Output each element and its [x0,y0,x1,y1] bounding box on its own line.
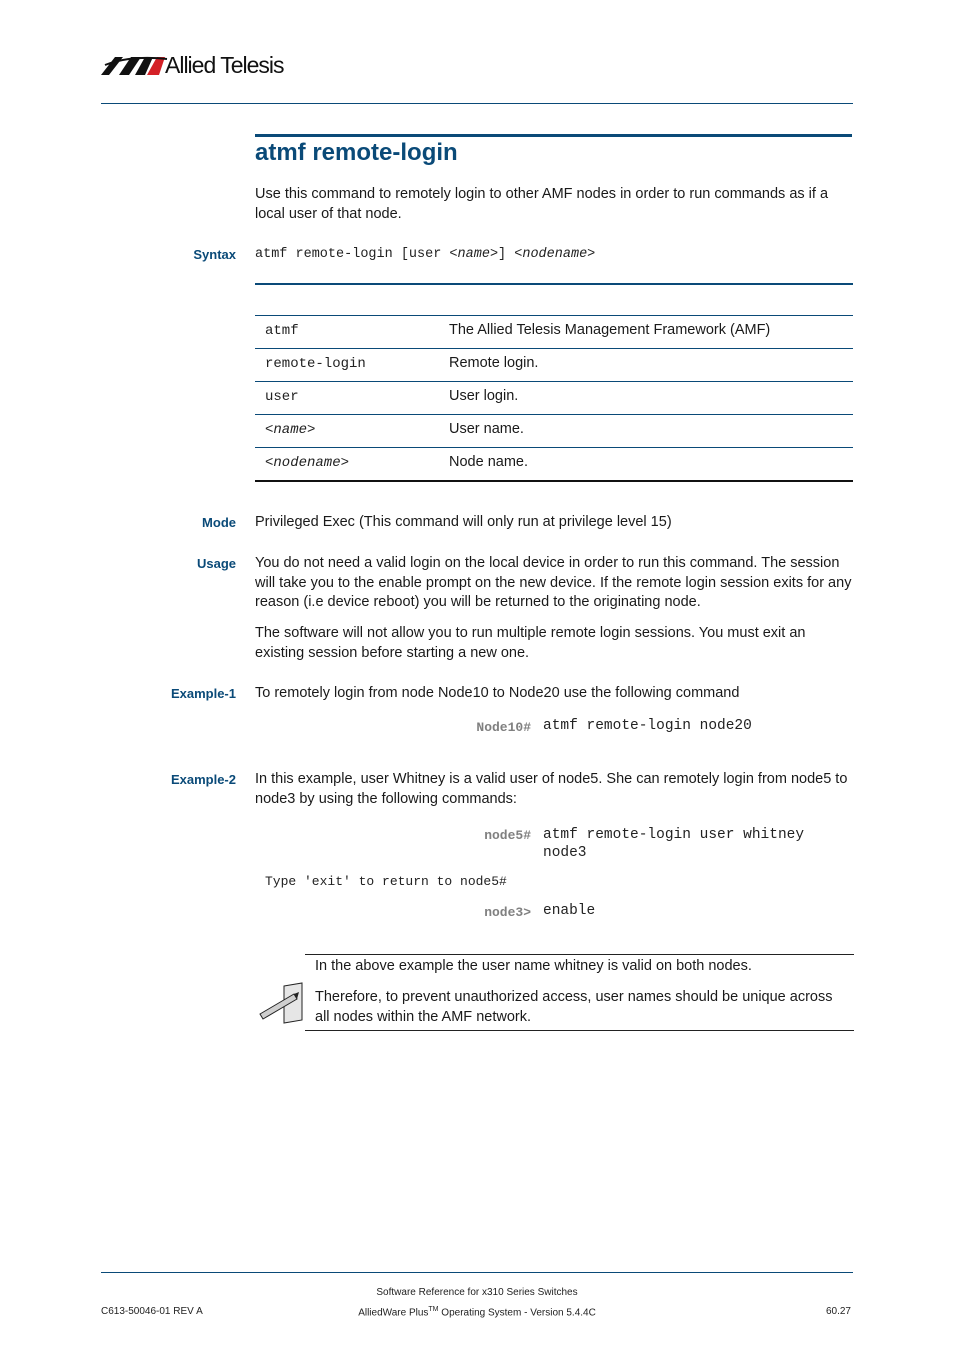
note-paragraph-2: Therefore, to prevent unauthorized access, user names should be unique across all nodes within the AMF network. [315,989,833,1025]
param-name: <nodename> [265,455,350,471]
param-desc: Remote login. [449,355,539,371]
logo-text: Allied Telesis [165,52,284,78]
usage-label: Usage [196,556,236,571]
syntax-label: Syntax [193,247,236,262]
note-icon [258,982,304,1024]
table-row [255,316,853,349]
example-1-text: To remotely login from node Node10 to Node20 use the following command [255,685,740,701]
footer-title-line-2 [310,1306,644,1318]
syntax-part: >] < [489,247,523,262]
note-bottom-rule [305,1030,854,1031]
table-row [255,382,853,415]
note-paragraph-1: In the above example the user name whitney is valid on both nodes. [315,958,752,974]
table-row [255,349,853,382]
command-line: node3 [543,845,587,861]
example-2-command-2: enable [543,903,596,919]
example-2-output: Type 'exit' to return to node5# [265,874,507,889]
example-2-command-1 [543,826,804,862]
example-2-text: In this example, user Whitney is a valid user of node5. She can remotely login from node5 to node3 by using the following commands: [255,771,848,807]
header-rule [101,103,853,104]
command-line: atmf remote-login user whitney [543,827,805,843]
mode-label: Mode [202,515,236,530]
param-desc: User login. [449,388,519,404]
syntax-command [255,247,595,262]
mode-text: Privileged Exec (This command will only run at privilege level 15) [255,514,672,530]
param-name: <name> [265,422,316,438]
example-1-prompt: Node10# [476,720,531,735]
param-desc: Node name. [449,454,528,470]
example-2-prompt-1: node5# [484,828,531,843]
param-name: user [265,389,299,405]
usage-paragraph-2: The software will not allow you to run multiple remote login sessions. You must exit an existing session before starting a new one. [255,625,806,661]
syntax-param-name: name [457,247,490,262]
note-top-rule [305,954,854,955]
logo-mark-icon [101,53,171,79]
syntax-part: > [587,247,596,262]
table-row [255,448,853,482]
table-row [255,415,853,448]
param-name: remote-login [265,356,366,372]
footer-page-number: 60.27 [825,1306,851,1317]
param-desc: User name. [449,421,524,437]
footer-title-line-1: Software Reference for x310 Series Switches [376,1287,578,1298]
table-header-row [255,285,853,316]
syntax-param-nodename: nodename [522,247,588,262]
footer-doc-id: C613-50046-01 REV A [101,1306,203,1317]
example-1-label: Example-1 [170,686,236,701]
footer-trademark: TM [428,1306,439,1313]
intro-text: Use this command to remotely login to other AMF nodes in order to run commands as if a local user of that node. [255,186,829,222]
syntax-part: atmf remote-login [user < [255,247,458,262]
param-name: atmf [265,323,299,339]
example-2-prompt-2: node3> [484,905,531,920]
example-1-command: atmf remote-login node20 [543,718,752,734]
footer-version: Operating System - Version 5.4.4C [438,1307,596,1319]
footer-rule [101,1272,853,1273]
title-rule [255,134,852,137]
allied-telesis-logo [101,52,301,80]
usage-paragraph-1: You do not need a valid login on the local device in order to run this command. The session will take you to the enable prompt on the new device. If the remote login session exits for any reason (i.e device reboot) you will be returned to the originating node. [255,555,852,610]
example-2-label: Example-2 [170,772,236,787]
footer-product: AlliedWare Plus [358,1307,429,1319]
param-desc: The Allied Telesis Management Framework (AMF) [449,322,771,338]
page-title: atmf remote-login [255,139,458,166]
